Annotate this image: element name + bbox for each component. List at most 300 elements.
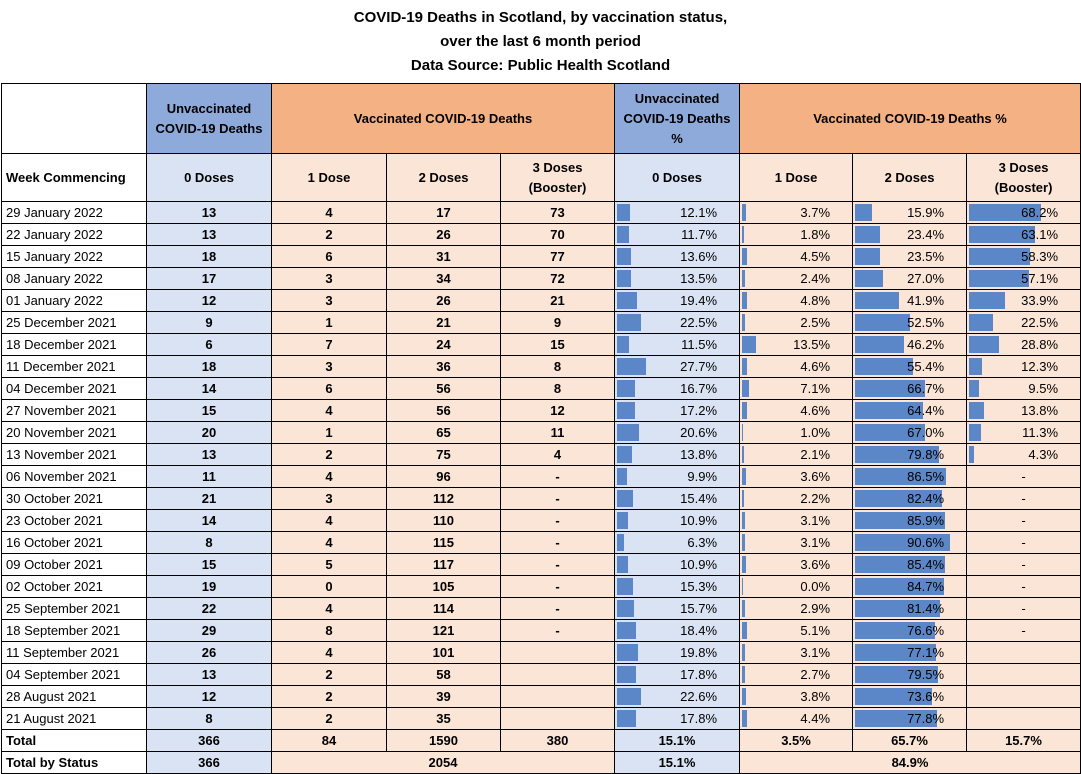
pct-value: 3.1% [800, 512, 831, 528]
pct1-cell [740, 202, 853, 224]
pct-value: 73.6% [907, 688, 945, 704]
pct2-cell [853, 664, 967, 686]
pct3-cell [967, 224, 1081, 246]
pct2-cell [853, 686, 967, 708]
pct3-cell [967, 532, 1081, 554]
pct-value: 2.1% [800, 446, 831, 462]
pct2-cell [853, 620, 967, 642]
dose2-cell: 39 [387, 686, 501, 708]
pct-value: 3.1% [800, 644, 831, 660]
pct0-cell [615, 686, 740, 708]
total-status-unvax-pct: 15.1% [615, 752, 740, 774]
pct0-cell [615, 554, 740, 576]
pct1-cell [740, 620, 853, 642]
report-title [0, 0, 1081, 83]
dose1-cell: 1 [272, 312, 387, 334]
dose2-cell: 58 [387, 664, 501, 686]
dose3-cell: - [501, 620, 615, 642]
week-cell: 21 August 2021 [2, 708, 147, 730]
dose1-cell: 2 [272, 664, 387, 686]
week-cell: 25 December 2021 [2, 312, 147, 334]
deaths-table [1, 83, 1081, 774]
dose3-cell: 77 [501, 246, 615, 268]
dose0-cell: 8 [147, 532, 272, 554]
week-cell: 04 September 2021 [2, 664, 147, 686]
dose1-cell: 3 [272, 268, 387, 290]
pct-value: 19.8% [680, 644, 718, 660]
pct-value: 22.5% [1021, 314, 1059, 330]
pct3-cell [967, 554, 1081, 576]
total-status-vax: 2054 [272, 752, 615, 774]
total-p1: 3.5% [740, 730, 853, 752]
pct-value: 4.5% [800, 248, 831, 264]
pct3-cell [967, 620, 1081, 642]
table-row [2, 532, 1081, 554]
dose0-cell: 18 [147, 246, 272, 268]
dose3-cell: 15 [501, 334, 615, 356]
dose2-cell: 35 [387, 708, 501, 730]
table-row [2, 554, 1081, 576]
dose0-cell: 8 [147, 708, 272, 730]
dose3-cell: 11 [501, 422, 615, 444]
pct-value: 15.7% [680, 600, 718, 616]
pct3-cell [967, 356, 1081, 378]
dose3-cell: 8 [501, 378, 615, 400]
pct-value: 77.1% [907, 644, 945, 660]
dose3-cell: 72 [501, 268, 615, 290]
pct-value: 2.4% [800, 270, 831, 286]
header-dose1: 1 Dose [272, 154, 387, 202]
pct2-cell [853, 554, 967, 576]
pct2-cell [853, 290, 967, 312]
pct-value: 84.7% [907, 578, 945, 594]
week-cell: 22 January 2022 [2, 224, 147, 246]
pct3-cell [967, 268, 1081, 290]
week-cell: 13 November 2021 [2, 444, 147, 466]
pct1-cell [740, 532, 853, 554]
dose2-cell: 56 [387, 378, 501, 400]
week-cell: 04 December 2021 [2, 378, 147, 400]
pct1-cell [740, 466, 853, 488]
pct-value: 11.7% [681, 226, 718, 242]
dose0-cell: 26 [147, 642, 272, 664]
dose3-cell: - [501, 554, 615, 576]
pct1-cell [740, 422, 853, 444]
dose2-cell: 65 [387, 422, 501, 444]
pct-value: 77.8% [907, 710, 945, 726]
pct0-cell [615, 246, 740, 268]
pct-value: 16.7% [680, 380, 718, 396]
dose1-cell: 7 [272, 334, 387, 356]
pct-value: 9.5% [1028, 380, 1059, 396]
dose1-cell: 4 [272, 532, 387, 554]
total-p2: 65.7% [853, 730, 967, 752]
week-cell: 29 January 2022 [2, 202, 147, 224]
dose0-cell: 18 [147, 356, 272, 378]
pct0-cell [615, 400, 740, 422]
pct1-cell [740, 290, 853, 312]
week-cell: 25 September 2021 [2, 598, 147, 620]
dose3-cell [501, 642, 615, 664]
pct2-cell [853, 400, 967, 422]
total-d3: 380 [501, 730, 615, 752]
pct-value: 2.5% [800, 314, 831, 330]
pct1-cell [740, 444, 853, 466]
pct-value: 17.8% [680, 666, 718, 682]
pct-value: - [1021, 490, 1026, 506]
pct2-cell [853, 422, 967, 444]
dose1-cell: 3 [272, 290, 387, 312]
dose1-cell: 0 [272, 576, 387, 598]
dose2-cell: 75 [387, 444, 501, 466]
dose3-cell: - [501, 576, 615, 598]
dose0-cell: 15 [147, 400, 272, 422]
pct1-cell [740, 642, 853, 664]
pct3-cell [967, 290, 1081, 312]
table-row [2, 598, 1081, 620]
table-row [2, 224, 1081, 246]
pct-value: 55.4% [907, 358, 945, 374]
pct3-cell [967, 686, 1081, 708]
pct-value: 2.7% [800, 666, 831, 682]
pct-value: 22.6% [680, 688, 718, 704]
pct1-cell [740, 312, 853, 334]
pct3-cell [967, 598, 1081, 620]
header-unvax-deaths: Unvaccinated COVID-19 Deaths [147, 84, 272, 154]
header-week: Week Commencing [2, 154, 147, 202]
table-row [2, 268, 1081, 290]
pct1-cell [740, 664, 853, 686]
header-pct-dose2: 2 Doses [853, 154, 967, 202]
pct2-cell [853, 510, 967, 532]
dose0-cell: 9 [147, 312, 272, 334]
pct-value: 3.7% [800, 204, 831, 220]
dose3-cell: - [501, 510, 615, 532]
dose2-cell: 26 [387, 290, 501, 312]
pct0-cell [615, 290, 740, 312]
pct-value: 6.3% [687, 534, 718, 550]
pct2-cell [853, 532, 967, 554]
pct-value: 85.9% [907, 512, 945, 528]
pct1-cell [740, 378, 853, 400]
dose3-cell: 9 [501, 312, 615, 334]
header-vax-deaths: Vaccinated COVID-19 Deaths [272, 84, 615, 154]
dose0-cell: 13 [147, 224, 272, 246]
pct-value: 13.6% [680, 248, 718, 264]
pct-value: 12.3% [1021, 358, 1059, 374]
pct-value: 85.4% [907, 556, 945, 572]
dose0-cell: 20 [147, 422, 272, 444]
dose1-cell: 3 [272, 356, 387, 378]
week-cell: 02 October 2021 [2, 576, 147, 598]
pct2-cell [853, 246, 967, 268]
dose2-cell: 96 [387, 466, 501, 488]
dose1-cell: 2 [272, 224, 387, 246]
dose2-cell: 34 [387, 268, 501, 290]
pct2-cell [853, 202, 967, 224]
pct-value: - [1021, 622, 1026, 638]
header-row-2 [2, 154, 1081, 202]
pct0-cell [615, 268, 740, 290]
table-row [2, 422, 1081, 444]
pct-value: 68.2% [1021, 204, 1059, 220]
total-p0: 15.1% [615, 730, 740, 752]
dose1-cell: 1 [272, 422, 387, 444]
header-dose2: 2 Doses [387, 154, 501, 202]
table-row [2, 708, 1081, 730]
dose2-cell: 121 [387, 620, 501, 642]
week-cell: 18 December 2021 [2, 334, 147, 356]
pct2-cell [853, 334, 967, 356]
header-vax-pct: Vaccinated COVID-19 Deaths % [740, 84, 1081, 154]
dose3-cell: 8 [501, 356, 615, 378]
dose0-cell: 29 [147, 620, 272, 642]
dose0-cell: 11 [147, 466, 272, 488]
dose1-cell: 4 [272, 598, 387, 620]
pct2-cell [853, 642, 967, 664]
pct1-cell [740, 356, 853, 378]
pct-value: 1.8% [800, 226, 831, 242]
pct2-cell [853, 708, 967, 730]
pct-value: 79.8% [907, 446, 945, 462]
pct-value: 10.9% [680, 556, 718, 572]
pct-value: 23.5% [907, 248, 945, 264]
pct-value: 4.3% [1028, 446, 1059, 462]
table-row [2, 378, 1081, 400]
pct1-cell [740, 268, 853, 290]
pct-value: 27.0% [907, 270, 945, 286]
header-unvax-pct: Unvaccinated COVID-19 Deaths % [615, 84, 740, 154]
pct0-cell [615, 202, 740, 224]
pct3-cell [967, 400, 1081, 422]
dose0-cell: 22 [147, 598, 272, 620]
pct-value: 1.0% [800, 424, 831, 440]
pct0-cell [615, 378, 740, 400]
week-cell: 27 November 2021 [2, 400, 147, 422]
dose0-cell: 12 [147, 290, 272, 312]
week-cell: 30 October 2021 [2, 488, 147, 510]
pct-value: 18.4% [680, 622, 718, 638]
pct-value: 10.9% [680, 512, 718, 528]
pct-value: 15.4% [680, 490, 718, 506]
table-row [2, 312, 1081, 334]
week-cell: 01 January 2022 [2, 290, 147, 312]
pct0-cell [615, 532, 740, 554]
dose2-cell: 26 [387, 224, 501, 246]
dose3-cell: 4 [501, 444, 615, 466]
pct-value: 7.1% [800, 380, 831, 396]
title-line-2: over the last 6 month period [440, 33, 641, 50]
table-row [2, 400, 1081, 422]
pct-value: 79.5% [907, 666, 945, 682]
dose1-cell: 6 [272, 378, 387, 400]
dose1-cell: 2 [272, 686, 387, 708]
dose0-cell: 14 [147, 378, 272, 400]
dose3-cell [501, 664, 615, 686]
pct-value: 2.2% [800, 490, 831, 506]
pct-value: 4.4% [800, 710, 831, 726]
dose1-cell: 4 [272, 202, 387, 224]
dose0-cell: 19 [147, 576, 272, 598]
pct-value: - [1021, 556, 1026, 572]
header-blank [2, 84, 147, 154]
table-row [2, 664, 1081, 686]
dose0-cell: 12 [147, 686, 272, 708]
pct-value: 76.6% [907, 622, 945, 638]
total-status-label: Total by Status [2, 752, 147, 774]
table-row [2, 356, 1081, 378]
pct0-cell [615, 422, 740, 444]
dose2-cell: 105 [387, 576, 501, 598]
pct1-cell [740, 246, 853, 268]
pct-value: 19.4% [680, 292, 718, 308]
pct-value: 41.9% [907, 292, 945, 308]
title-line-3: Data Source: Public Health Scotland [410, 57, 671, 74]
dose2-cell: 36 [387, 356, 501, 378]
pct2-cell [853, 444, 967, 466]
pct-value: 5.1% [800, 622, 831, 638]
pct-value: 17.8% [680, 710, 718, 726]
total-d2: 1590 [387, 730, 501, 752]
pct-value: 3.6% [800, 556, 831, 572]
pct1-cell [740, 510, 853, 532]
pct-value: 17.2% [680, 402, 718, 418]
week-cell: 06 November 2021 [2, 466, 147, 488]
pct1-cell [740, 334, 853, 356]
pct3-cell [967, 510, 1081, 532]
week-cell: 09 October 2021 [2, 554, 147, 576]
dose0-cell: 13 [147, 202, 272, 224]
pct-value: 27.7% [680, 358, 718, 374]
table-row [2, 466, 1081, 488]
header-row-1 [2, 84, 1081, 154]
dose3-cell: 21 [501, 290, 615, 312]
pct3-cell [967, 642, 1081, 664]
dose0-cell: 14 [147, 510, 272, 532]
pct0-cell [615, 356, 740, 378]
pct-value: 28.8% [1021, 336, 1059, 352]
pct-value: 22.5% [680, 314, 718, 330]
pct3-cell [967, 708, 1081, 730]
pct-value: 12.1% [680, 204, 718, 220]
pct0-cell [615, 224, 740, 246]
week-cell: 11 December 2021 [2, 356, 147, 378]
dose1-cell: 4 [272, 510, 387, 532]
pct-value: 11.3% [1022, 424, 1059, 440]
pct-value: 63.1% [1021, 226, 1059, 242]
pct1-cell [740, 554, 853, 576]
dose1-cell: 8 [272, 620, 387, 642]
pct3-cell [967, 312, 1081, 334]
header-dose3: 3 Doses (Booster) [501, 154, 615, 202]
pct-value: 4.6% [800, 402, 831, 418]
pct-value: 11.5% [681, 336, 718, 352]
pct2-cell [853, 268, 967, 290]
pct-value: 15.3% [680, 578, 718, 594]
dose0-cell: 15 [147, 554, 272, 576]
pct-value: 13.5% [793, 336, 831, 352]
total-status-vax-pct: 84.9% [740, 752, 1081, 774]
dose3-cell: - [501, 488, 615, 510]
pct3-cell [967, 422, 1081, 444]
dose3-cell: - [501, 598, 615, 620]
dose1-cell: 6 [272, 246, 387, 268]
pct3-cell [967, 246, 1081, 268]
dose2-cell: 21 [387, 312, 501, 334]
table-row [2, 444, 1081, 466]
table-row [2, 510, 1081, 532]
pct1-cell [740, 224, 853, 246]
dose3-cell: 70 [501, 224, 615, 246]
pct-value: 57.1% [1021, 270, 1059, 286]
pct3-cell [967, 334, 1081, 356]
pct1-cell [740, 488, 853, 510]
pct-value: - [1021, 578, 1026, 594]
dose3-cell: 73 [501, 202, 615, 224]
pct1-cell [740, 576, 853, 598]
pct-value: 82.4% [907, 490, 945, 506]
total-p3: 15.7% [967, 730, 1081, 752]
total-status-row [2, 752, 1081, 774]
dose1-cell: 2 [272, 708, 387, 730]
header-dose0: 0 Doses [147, 154, 272, 202]
dose1-cell: 4 [272, 400, 387, 422]
week-cell: 28 August 2021 [2, 686, 147, 708]
table-row [2, 488, 1081, 510]
dose0-cell: 21 [147, 488, 272, 510]
dose2-cell: 110 [387, 510, 501, 532]
pct0-cell [615, 334, 740, 356]
dose3-cell: - [501, 466, 615, 488]
pct3-cell [967, 202, 1081, 224]
pct-value: 90.6% [907, 534, 945, 550]
table-row [2, 576, 1081, 598]
pct1-cell [740, 708, 853, 730]
pct0-cell [615, 312, 740, 334]
pct0-cell [615, 510, 740, 532]
week-cell: 20 November 2021 [2, 422, 147, 444]
title-line-1: COVID-19 Deaths in Scotland, by vaccination status, [353, 9, 728, 26]
header-pct-dose0: 0 Doses [615, 154, 740, 202]
pct2-cell [853, 576, 967, 598]
pct2-cell [853, 598, 967, 620]
pct0-cell [615, 576, 740, 598]
pct-value: 81.4% [907, 600, 945, 616]
pct-value: 0.0% [800, 578, 831, 594]
dose2-cell: 17 [387, 202, 501, 224]
dose2-cell: 115 [387, 532, 501, 554]
table-row [2, 620, 1081, 642]
total-status-unvax: 366 [147, 752, 272, 774]
pct-value: 9.9% [687, 468, 718, 484]
dose2-cell: 56 [387, 400, 501, 422]
pct-value: 13.8% [680, 446, 718, 462]
pct0-cell [615, 708, 740, 730]
pct1-cell [740, 400, 853, 422]
pct-value: 33.9% [1021, 292, 1059, 308]
table-row [2, 686, 1081, 708]
pct2-cell [853, 356, 967, 378]
week-cell: 18 September 2021 [2, 620, 147, 642]
header-pct-dose1: 1 Dose [740, 154, 853, 202]
total-d1: 84 [272, 730, 387, 752]
dose1-cell: 5 [272, 554, 387, 576]
pct-value: - [1021, 600, 1026, 616]
pct1-cell [740, 686, 853, 708]
dose3-cell: 12 [501, 400, 615, 422]
total-label: Total [2, 730, 147, 752]
week-cell: 11 September 2021 [2, 642, 147, 664]
